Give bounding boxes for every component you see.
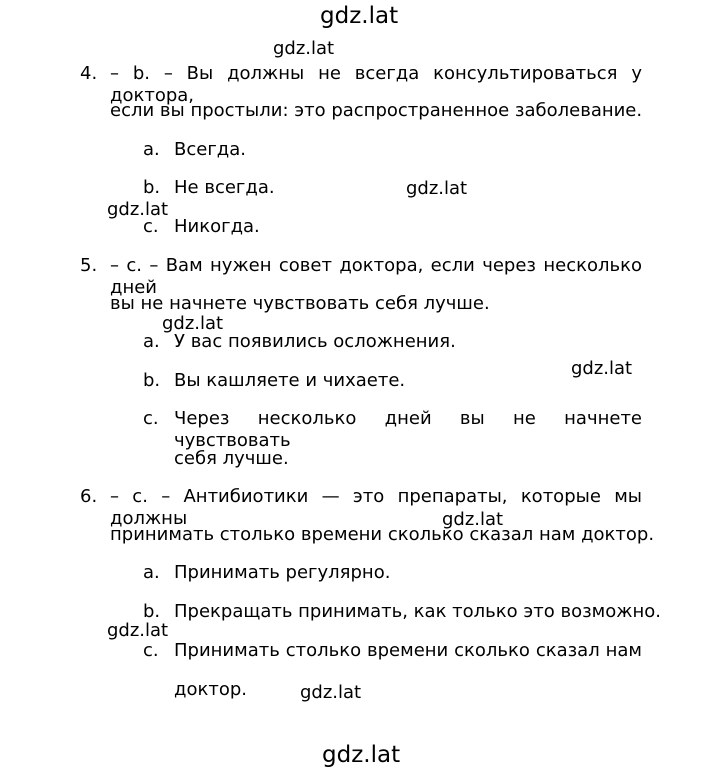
option-text: Не всегда. [174, 177, 275, 198]
watermark: gdz.lat [162, 313, 224, 334]
option-text-continued: себя лучше. [174, 448, 289, 469]
question-number: 5. [80, 255, 98, 276]
watermark: gdz.lat [107, 620, 169, 641]
option-text: Через несколько дней вы не начнете чувствовать [174, 408, 642, 451]
watermark: gdz.lat [300, 682, 362, 703]
option-text: Прекращать принимать, как только это возможно. [174, 601, 661, 622]
option-letter: c. [143, 216, 159, 237]
option-letter: b. [143, 177, 161, 198]
option-letter: b. [143, 601, 161, 622]
watermark: gdz.lat [442, 509, 504, 530]
watermark: gdz.lat [107, 199, 169, 220]
question-number: 4. [80, 63, 98, 84]
option-letter: a. [143, 331, 160, 352]
option-text: Никогда. [174, 216, 260, 237]
option-text: Всегда. [174, 139, 246, 160]
question-text-line2: если вы простыли: это распространенное заболевание. [110, 100, 643, 121]
option-text: У вас появились осложнения. [174, 331, 456, 352]
option-letter: b. [143, 370, 161, 391]
question-text-line2: вы не начнете чувствовать себя лучше. [110, 293, 490, 314]
option-letter: c. [143, 408, 159, 429]
question-text-line1: – c. – Вам нужен совет доктора, если через несколько дней [110, 255, 642, 298]
question-text-line1: – c. – Антибиотики — это препараты, которые мы должны [110, 486, 642, 529]
watermark: gdz.lat [322, 742, 401, 768]
option-text: Принимать регулярно. [174, 562, 391, 583]
question-text-line2: принимать столько времени сколько сказал нам доктор. [110, 524, 655, 545]
option-letter: c. [143, 640, 159, 661]
option-text: Принимать столько времени сколько сказал нам [174, 640, 642, 661]
watermark: gdz.lat [571, 358, 633, 379]
option-text: Вы кашляете и чихаете. [174, 370, 406, 391]
watermark: gdz.lat [320, 3, 399, 29]
watermark: gdz.lat [273, 38, 335, 59]
watermark: gdz.lat [406, 178, 468, 199]
option-letter: a. [143, 562, 160, 583]
option-text-continued: доктор. [174, 679, 247, 700]
option-letter: a. [143, 139, 160, 160]
question-text-line1: – b. – Вы должны не всегда консультироваться у доктора, [110, 63, 642, 106]
question-number: 6. [80, 486, 98, 507]
